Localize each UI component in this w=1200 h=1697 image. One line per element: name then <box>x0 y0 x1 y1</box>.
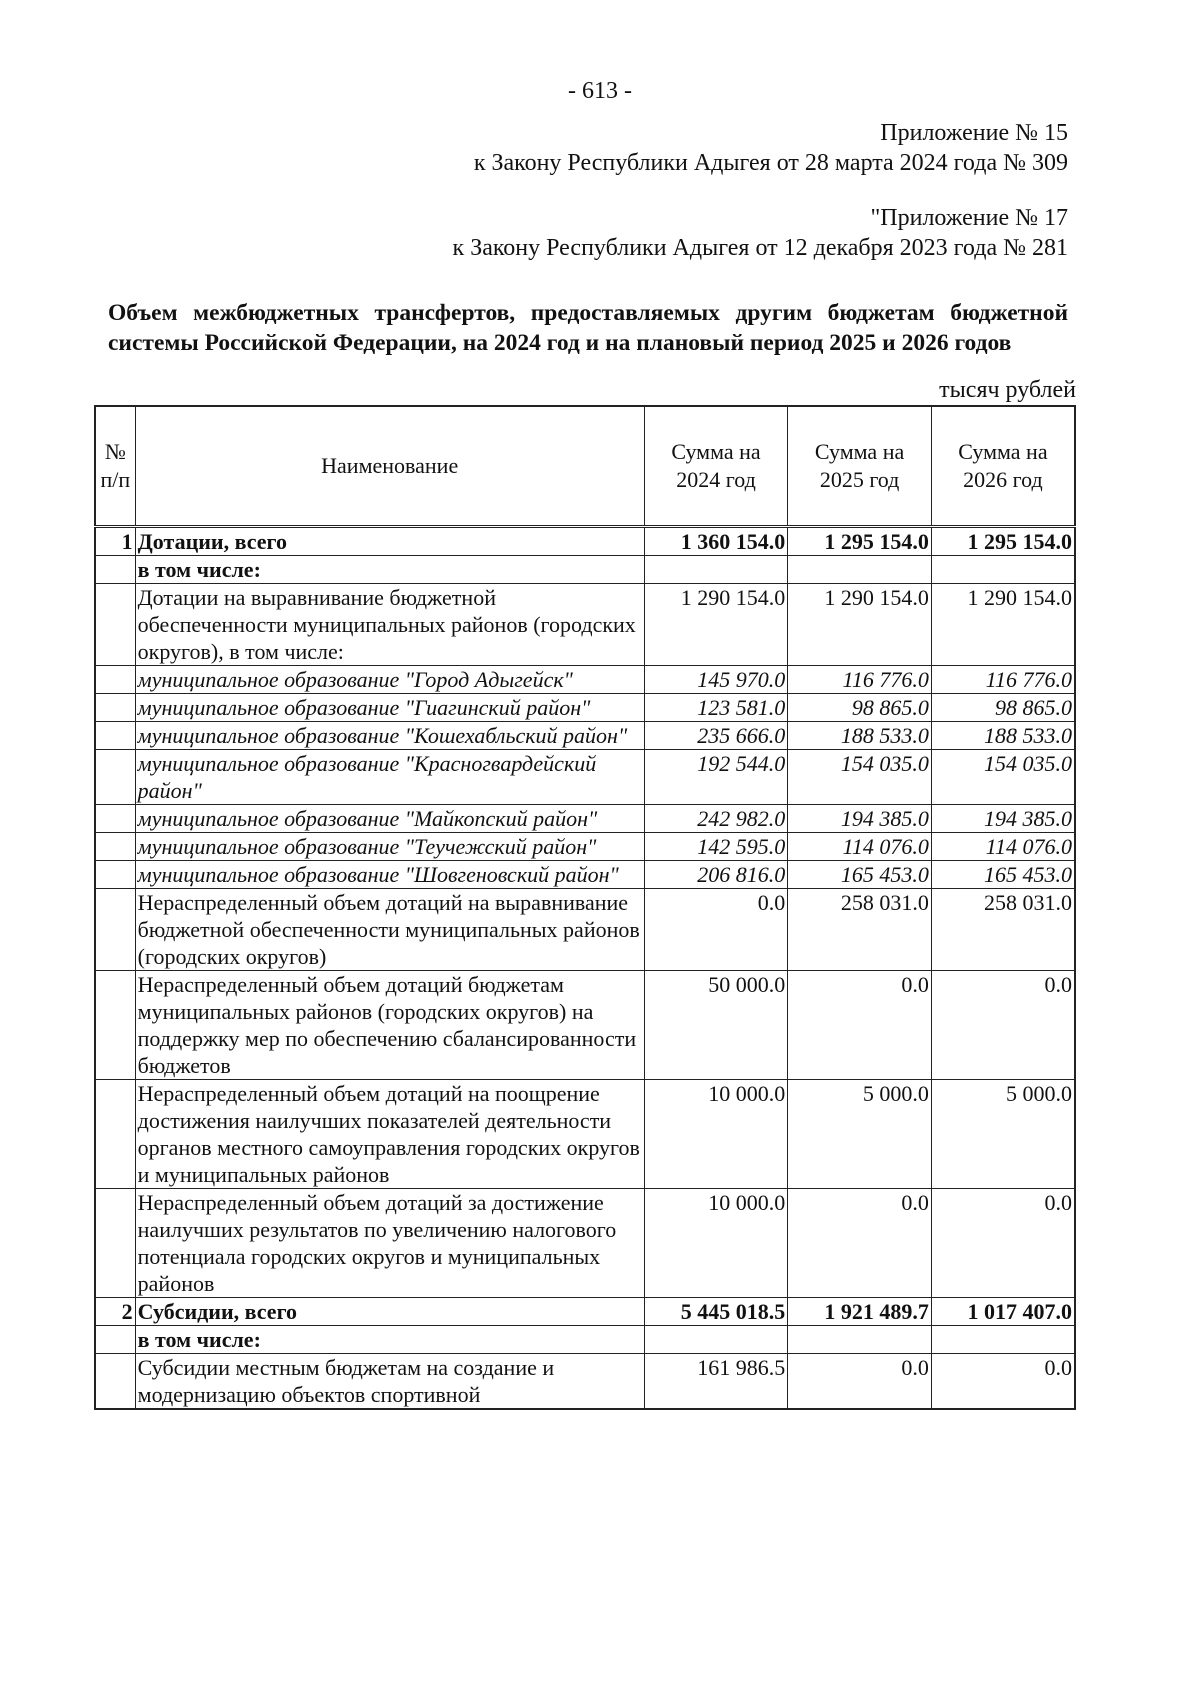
table-row <box>95 556 1075 584</box>
row-number-cell <box>95 1189 135 1298</box>
row-name-cell: в том числе: <box>135 556 644 584</box>
table-row <box>95 722 1075 750</box>
appendix-original-reference <box>453 203 1068 263</box>
header-sum-2026: Сумма на 2026 год <box>931 406 1075 527</box>
row-sum-2026-cell <box>931 1326 1075 1354</box>
row-number-cell <box>95 1354 135 1410</box>
table-row <box>95 889 1075 971</box>
table-row <box>95 1354 1075 1410</box>
row-number-cell <box>95 889 135 971</box>
row-sum-2026-cell: 0.0 <box>931 971 1075 1080</box>
row-sum-2024-cell: 50 000.0 <box>644 971 788 1080</box>
row-sum-2024-cell: 242 982.0 <box>644 805 788 833</box>
page-number: - 613 - <box>568 78 632 104</box>
row-sum-2026-cell: 1 295 154.0 <box>931 527 1075 556</box>
row-sum-2024-cell: 142 595.0 <box>644 833 788 861</box>
row-sum-2026-cell: 98 865.0 <box>931 694 1075 722</box>
row-sum-2024-cell: 235 666.0 <box>644 722 788 750</box>
appendix-current-line1: Приложение № 15 <box>880 120 1068 146</box>
row-number-cell: 1 <box>95 527 135 556</box>
appendix-current-line2: к Закону Республики Адыгея от 28 марта 2024 года № 309 <box>473 150 1068 176</box>
row-sum-2025-cell: 0.0 <box>788 1354 932 1410</box>
row-number-cell <box>95 584 135 666</box>
row-sum-2025-cell: 1 295 154.0 <box>788 527 932 556</box>
row-number-cell: 2 <box>95 1298 135 1326</box>
row-sum-2025-cell: 194 385.0 <box>788 805 932 833</box>
row-number-cell <box>95 971 135 1080</box>
row-name-cell: Нераспределенный объем дотаций за достижение наилучших результатов по увеличению налогового потенциала городских округов и муниципальных районов <box>135 1189 644 1298</box>
row-sum-2024-cell: 10 000.0 <box>644 1080 788 1189</box>
row-name-cell: Дотации, всего <box>135 527 644 556</box>
row-sum-2024-cell: 5 445 018.5 <box>644 1298 788 1326</box>
row-sum-2024-cell: 1 360 154.0 <box>644 527 788 556</box>
row-number-cell <box>95 1326 135 1354</box>
row-sum-2025-cell: 165 453.0 <box>788 861 932 889</box>
row-name-cell: Нераспределенный объем дотаций на поощрение достижения наилучших показателей деятельности органов местного самоуправления городских округов и муниципальных районов <box>135 1080 644 1189</box>
row-sum-2024-cell: 161 986.5 <box>644 1354 788 1410</box>
row-sum-2024-cell: 145 970.0 <box>644 666 788 694</box>
row-name-cell: в том числе: <box>135 1326 644 1354</box>
row-sum-2025-cell: 154 035.0 <box>788 750 932 805</box>
row-name-cell: Субсидии местным бюджетам на создание и модернизацию объектов спортивной <box>135 1354 644 1410</box>
appendix-original-line1: "Приложение № 17 <box>870 205 1068 231</box>
transfers-table <box>94 405 1076 1410</box>
row-name-cell: муниципальное образование "Кошехабльский район" <box>135 722 644 750</box>
row-sum-2025-cell: 0.0 <box>788 1189 932 1298</box>
row-sum-2026-cell: 5 000.0 <box>931 1080 1075 1189</box>
units-label: тысяч рублей <box>939 377 1076 403</box>
row-sum-2024-cell <box>644 556 788 584</box>
row-sum-2025-cell: 1 290 154.0 <box>788 584 932 666</box>
row-sum-2025-cell: 258 031.0 <box>788 889 932 971</box>
row-number-cell <box>95 805 135 833</box>
row-sum-2025-cell: 114 076.0 <box>788 833 932 861</box>
table-row <box>95 750 1075 805</box>
row-name-cell: муниципальное образование "Теучежский район" <box>135 833 644 861</box>
appendix-original-line2: к Закону Республики Адыгея от 12 декабря 2023 года № 281 <box>452 235 1068 261</box>
row-sum-2025-cell: 116 776.0 <box>788 666 932 694</box>
row-sum-2024-cell: 123 581.0 <box>644 694 788 722</box>
header-sum-2024: Сумма на 2024 год <box>644 406 788 527</box>
row-number-cell <box>95 556 135 584</box>
row-name-cell: муниципальное образование "Гиагинский район" <box>135 694 644 722</box>
row-sum-2026-cell: 0.0 <box>931 1354 1075 1410</box>
row-sum-2025-cell: 188 533.0 <box>788 722 932 750</box>
row-sum-2026-cell: 1 290 154.0 <box>931 584 1075 666</box>
table-row <box>95 805 1075 833</box>
table-header-row <box>95 406 1075 527</box>
row-sum-2025-cell: 5 000.0 <box>788 1080 932 1189</box>
table-row <box>95 666 1075 694</box>
row-sum-2025-cell: 1 921 489.7 <box>788 1298 932 1326</box>
row-sum-2024-cell: 206 816.0 <box>644 861 788 889</box>
row-number-cell <box>95 833 135 861</box>
row-number-cell <box>95 694 135 722</box>
row-name-cell: муниципальное образование "Майкопский район" <box>135 805 644 833</box>
row-name-cell: муниципальное образование "Город Адыгейск" <box>135 666 644 694</box>
row-sum-2026-cell: 165 453.0 <box>931 861 1075 889</box>
row-sum-2026-cell: 1 017 407.0 <box>931 1298 1075 1326</box>
row-number-cell <box>95 722 135 750</box>
table-row <box>95 861 1075 889</box>
row-sum-2026-cell: 114 076.0 <box>931 833 1075 861</box>
header-name: Наименование <box>135 406 644 527</box>
table-row <box>95 694 1075 722</box>
row-name-cell: Субсидии, всего <box>135 1298 644 1326</box>
row-name-cell: Нераспределенный объем дотаций бюджетам муниципальных районов (городских округов) на поддержку мер по обеспечению сбалансированности бюджетов <box>135 971 644 1080</box>
table-row <box>95 1326 1075 1354</box>
row-sum-2026-cell <box>931 556 1075 584</box>
row-sum-2024-cell <box>644 1326 788 1354</box>
row-sum-2024-cell: 0.0 <box>644 889 788 971</box>
row-sum-2025-cell: 98 865.0 <box>788 694 932 722</box>
row-sum-2025-cell <box>788 556 932 584</box>
row-name-cell: Нераспределенный объем дотаций на выравнивание бюджетной обеспеченности муниципальных районов (городских округов) <box>135 889 644 971</box>
row-sum-2026-cell: 188 533.0 <box>931 722 1075 750</box>
row-sum-2026-cell: 194 385.0 <box>931 805 1075 833</box>
table-row <box>95 527 1075 556</box>
row-name-cell: муниципальное образование "Красногвардейский район" <box>135 750 644 805</box>
appendix-current-reference <box>474 118 1068 178</box>
row-sum-2026-cell: 258 031.0 <box>931 889 1075 971</box>
header-number: № п/п <box>95 406 135 527</box>
row-sum-2025-cell <box>788 1326 932 1354</box>
row-sum-2026-cell: 0.0 <box>931 1189 1075 1298</box>
row-sum-2026-cell: 116 776.0 <box>931 666 1075 694</box>
row-number-cell <box>95 1080 135 1189</box>
table-row <box>95 584 1075 666</box>
header-sum-2025: Сумма на 2025 год <box>788 406 932 527</box>
table-row <box>95 971 1075 1080</box>
table-row <box>95 1189 1075 1298</box>
row-sum-2024-cell: 1 290 154.0 <box>644 584 788 666</box>
document-title: Объем межбюджетных трансфертов, предоставляемых другим бюджетам бюджетной системы Российской Федерации, на 2024 год и на плановый период 2025 и 2026 годов <box>108 300 1068 356</box>
row-number-cell <box>95 861 135 889</box>
row-number-cell <box>95 666 135 694</box>
table-row <box>95 833 1075 861</box>
row-sum-2025-cell: 0.0 <box>788 971 932 1080</box>
row-name-cell: Дотации на выравнивание бюджетной обеспеченности муниципальных районов (городских округов), в том числе: <box>135 584 644 666</box>
row-sum-2026-cell: 154 035.0 <box>931 750 1075 805</box>
table-body <box>95 527 1075 1410</box>
table-row <box>95 1080 1075 1189</box>
row-sum-2024-cell: 10 000.0 <box>644 1189 788 1298</box>
row-sum-2024-cell: 192 544.0 <box>644 750 788 805</box>
row-name-cell: муниципальное образование "Шовгеновский район" <box>135 861 644 889</box>
row-number-cell <box>95 750 135 805</box>
table-row <box>95 1298 1075 1326</box>
